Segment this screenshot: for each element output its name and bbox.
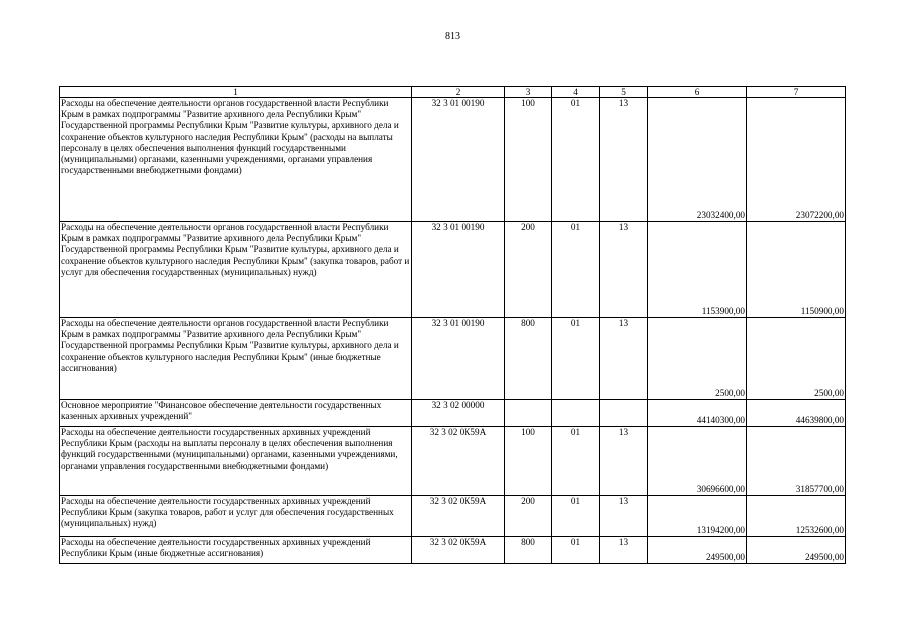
target-article-code: 32 3 01 00190: [412, 98, 505, 222]
page-number: 813: [445, 31, 460, 42]
amount-column-7: 23072200,00: [747, 98, 846, 222]
expense-type-code: 800: [505, 537, 552, 564]
subsection-code: 13: [600, 98, 648, 222]
expense-type-code: 200: [505, 222, 552, 318]
column-header: 2: [412, 87, 505, 98]
target-article-code: 32 3 01 00190: [412, 318, 505, 400]
amount-column-6: 249500,00: [648, 537, 747, 564]
subsection-code: 13: [600, 427, 648, 496]
expense-description: Расходы на обеспечение деятельности государственных архивных учреждений Республики Крым (иные бюджетные ассигнования): [60, 537, 412, 564]
subsection-code: 13: [600, 537, 648, 564]
table-row: [60, 496, 846, 537]
section-code: 01: [552, 427, 600, 496]
column-header: 4: [552, 87, 600, 98]
expense-description: Расходы на обеспечение деятельности органов государственной власти Республики Крым в рамках подпрограммы "Развитие архивного дела Республики Крым" Государственной программы Республики Крым "Развитие культуры, архивного дела и сохранение объектов культурного наследия Республики Крым" (закупка товаров, работ и услуг для обеспечения государственных (муниципальных) нужд): [60, 222, 412, 318]
amount-column-7: 31857700,00: [747, 427, 846, 496]
amount-column-6: 1153900,00: [648, 222, 747, 318]
table-row: [60, 98, 846, 222]
amount-column-6: 30696600,00: [648, 427, 747, 496]
section-code: 01: [552, 496, 600, 537]
column-header: 6: [648, 87, 747, 98]
column-header: 1: [60, 87, 412, 98]
expense-type-code: 200: [505, 496, 552, 537]
target-article-code: 32 3 01 00190: [412, 222, 505, 318]
column-header: 7: [747, 87, 846, 98]
column-header: 5: [600, 87, 648, 98]
subsection-code: [600, 400, 648, 427]
target-article-code: 32 3 02 0К59А: [412, 427, 505, 496]
target-article-code: 32 3 02 00000: [412, 400, 505, 427]
amount-column-6: 44140300,00: [648, 400, 747, 427]
amount-column-6: 13194200,00: [648, 496, 747, 537]
column-header: 3: [505, 87, 552, 98]
subsection-code: 13: [600, 318, 648, 400]
budget-table: [59, 86, 846, 564]
amount-column-7: 1150900,00: [747, 222, 846, 318]
amount-column-7: 2500,00: [747, 318, 846, 400]
section-code: 01: [552, 537, 600, 564]
expense-description: Расходы на обеспечение деятельности органов государственной власти Республики Крым в рамках подпрограммы "Развитие архивного дела Республики Крым" Государственной программы Республики Крым "Развитие культуры, архивного дела и сохранение объектов культурного наследия Республики Крым" (иные бюджетные ассигнования): [60, 318, 412, 400]
table-row: [60, 222, 846, 318]
amount-column-7: 12532600,00: [747, 496, 846, 537]
subsection-code: 13: [600, 496, 648, 537]
table-row: [60, 400, 846, 427]
expense-type-code: 100: [505, 427, 552, 496]
amount-column-7: 44639800,00: [747, 400, 846, 427]
amount-column-7: 249500,00: [747, 537, 846, 564]
target-article-code: 32 3 02 0К59А: [412, 496, 505, 537]
expense-description: Основное мероприятие "Финансовое обеспечение деятельности государственных казенных архивных учреждений": [60, 400, 412, 427]
expense-type-code: 100: [505, 98, 552, 222]
table-row: [60, 537, 846, 564]
expense-type-code: 800: [505, 318, 552, 400]
expense-description: Расходы на обеспечение деятельности органов государственной власти Республики Крым в рамках подпрограммы "Развитие архивного дела Республики Крым" Государственной программы Республики Крым "Развитие культуры, архивного дела и сохранение объектов культурного наследия Республики Крым" (расходы на выплаты персоналу в целях обеспечения выполнения функций государственными (муниципальными) органами, казенными учреждениями, органами управления государственными внебюджетными фондами): [60, 98, 412, 222]
section-code: 01: [552, 318, 600, 400]
target-article-code: 32 3 02 0К59А: [412, 537, 505, 564]
expense-type-code: [505, 400, 552, 427]
section-code: 01: [552, 222, 600, 318]
table-row: [60, 427, 846, 496]
subsection-code: 13: [600, 222, 648, 318]
section-code: 01: [552, 98, 600, 222]
amount-column-6: 2500,00: [648, 318, 747, 400]
expense-description: Расходы на обеспечение деятельности государственных архивных учреждений Республики Крым (расходы на выплаты персоналу в целях обеспечения выполнения функций государственными (муниципальными) органами, казенными учреждениями, органами управления государственными внебюджетными фондами): [60, 427, 412, 496]
amount-column-6: 23032400,00: [648, 98, 747, 222]
expense-description: Расходы на обеспечение деятельности государственных архивных учреждений Республики Крым (закупка товаров, работ и услуг для обеспечения государственных (муниципальных) нужд): [60, 496, 412, 537]
table-row: [60, 318, 846, 400]
section-code: [552, 400, 600, 427]
column-header-row: [60, 87, 846, 98]
